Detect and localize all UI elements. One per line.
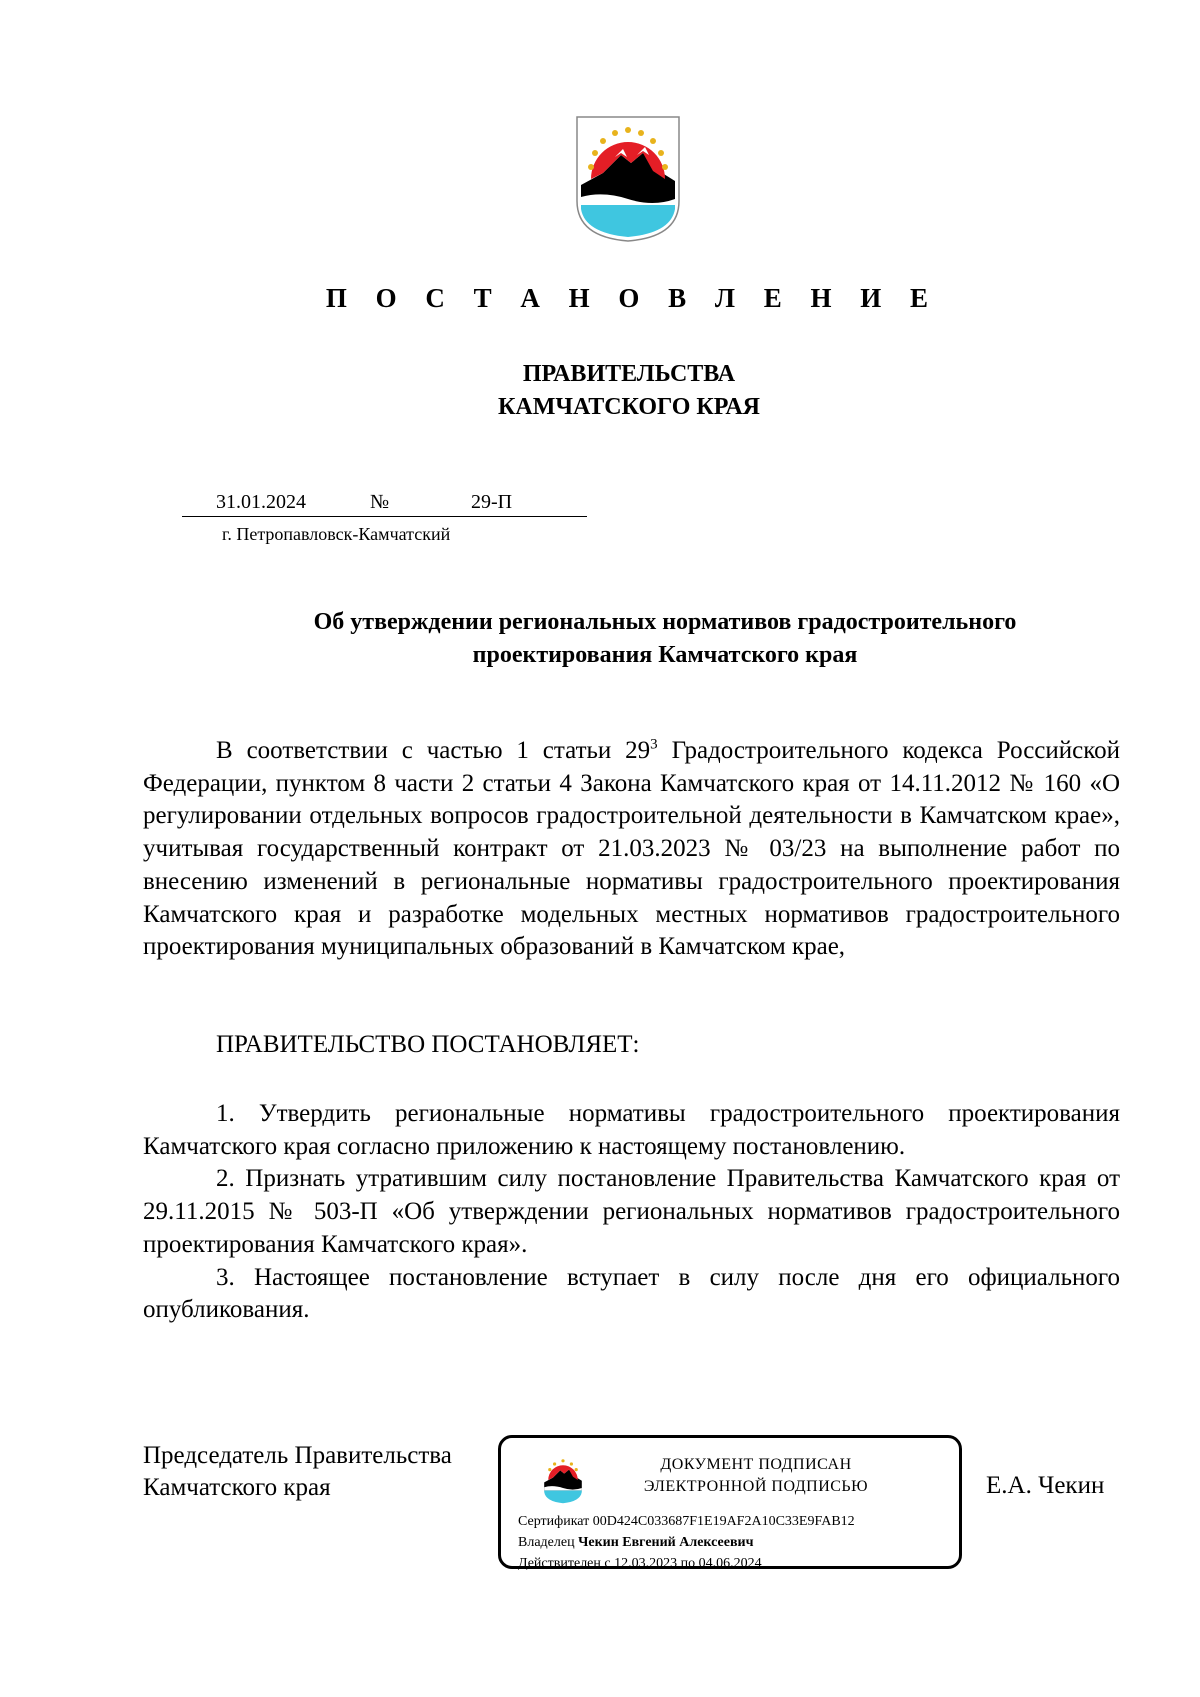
- issue-city: г. Петропавловск-Камчатский: [222, 524, 451, 544]
- stamp-validity: [518, 1556, 762, 1572]
- document-date: 31.01.2024: [216, 491, 306, 513]
- preamble-text-a: В соответствии с частью 1 статьи 29: [216, 737, 651, 764]
- resolution-item-3: 3. Настоящее постановление вступает в силу после дня его официального опубликования.: [143, 1263, 1120, 1324]
- registration-line: [182, 491, 587, 517]
- stamp-certificate: [518, 1514, 855, 1530]
- electronic-signature-stamp: [498, 1435, 962, 1569]
- certificate-value: 00D424C033687F1E19AF2A10C33E9FAB12: [592, 1514, 855, 1529]
- document-subject: [230, 606, 1100, 672]
- document-number: 29-П: [471, 491, 513, 513]
- resolution-item-1: 1. Утвердить региональные нормативы градостроительного проектирования Камчатского края согласно приложению к настоящему постановлению.: [143, 1100, 1120, 1160]
- certificate-label: Сертификат: [518, 1514, 590, 1529]
- document-type-title: П О С Т А Н О В Л Е Н И Е: [325, 283, 940, 313]
- issuing-authority: [0, 358, 1200, 424]
- stamp-heading: [606, 1454, 906, 1498]
- preamble-paragraph: [143, 735, 1120, 964]
- stamp-heading-line-2: ЭЛЕКТРОННОЙ ПОДПИСЬЮ: [643, 1478, 869, 1495]
- owner-label: Владелец: [518, 1535, 575, 1550]
- authority-line-1: ПРАВИТЕЛЬСТВА: [522, 361, 736, 387]
- position-line-1: Председатель Правительства: [143, 1442, 452, 1469]
- signatory-position: [143, 1440, 452, 1504]
- resolution-item-2: 2. Признать утратившим силу постановление Правительства Камчатского края от 29.11.2015 № 503-П «Об утверждении региональных нормативов градостроительного проектирования Камчатского края».: [143, 1165, 1120, 1258]
- authority-line-2: КАМЧАТСКОГО КРАЯ: [497, 394, 761, 420]
- stamp-owner: [518, 1535, 753, 1551]
- subject-line-2: проектирования Камчатского края: [472, 642, 858, 668]
- valid-from: 12.03.2023: [614, 1556, 678, 1571]
- position-line-2: Камчатского края: [143, 1474, 331, 1501]
- article-superscript: 3: [650, 736, 658, 753]
- subject-line-1: Об утверждении региональных нормативов градостроительного: [313, 609, 1017, 635]
- kamchatka-coat-of-arms-icon: [573, 113, 683, 245]
- valid-label: Действителен с: [518, 1556, 611, 1571]
- decree-statement: ПРАВИТЕЛЬСТВО ПОСТАНОВЛЯЕТ:: [216, 1031, 640, 1058]
- stamp-coat-of-arms-icon: [541, 1452, 585, 1508]
- owner-value: Чекин Евгений Алексеевич: [578, 1535, 754, 1550]
- signatory-name: Е.А. Чекин: [986, 1472, 1105, 1499]
- valid-to-label: по: [680, 1556, 696, 1571]
- number-sign: №: [370, 491, 390, 513]
- registration-underline: [182, 516, 587, 517]
- valid-to: 04.06.2024: [698, 1556, 762, 1571]
- preamble-text-b: Градостроительного кодекса Российской Федерации, пунктом 8 части 2 статьи 4 Закона Камчатского края от 14.11.2012 № 160 «О регулировании отдельных вопросов градостроительной деятельности в Камчатском крае», учитывая государственный контракт от 21.03.2023 № 03/23 на выполнение работ по внесению изменений в региональные нормативы градостроительного проектирования Камчатского края и разработке модельных местных нормативов градостроительного проектирования муниципальных образований в Камчатском крае,: [143, 737, 1120, 961]
- stamp-heading-line-1: ДОКУМЕНТ ПОДПИСАН: [660, 1456, 852, 1473]
- resolution-items: [143, 1098, 1120, 1327]
